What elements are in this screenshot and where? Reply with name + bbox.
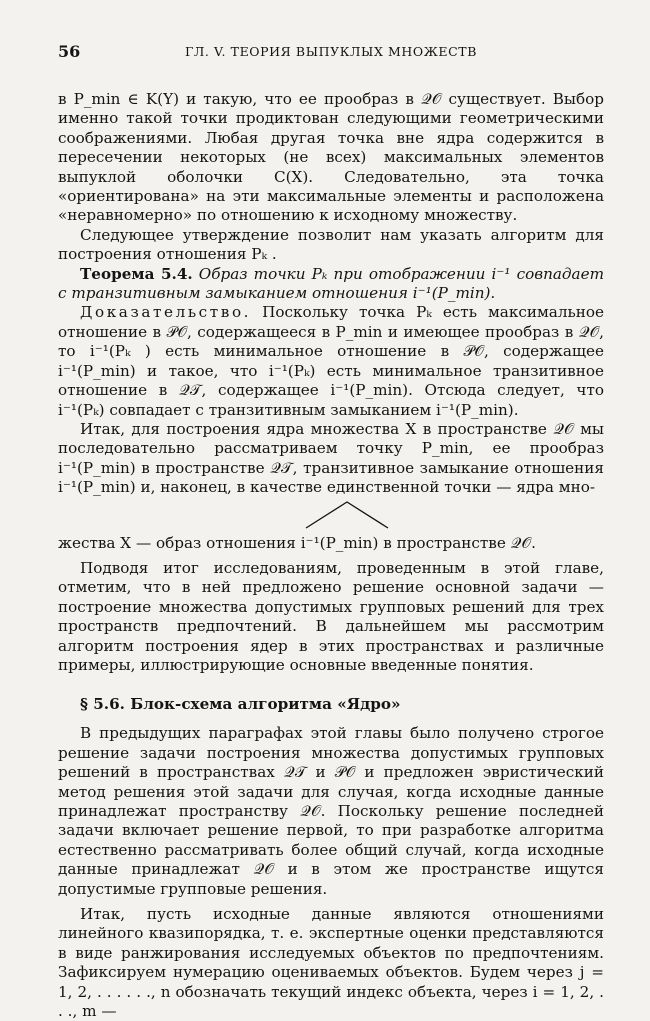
proof	[58, 303, 604, 419]
closure-hat-mark	[58, 498, 604, 534]
paragraph-kernel-construction-end: жества X — образ отношения i⁻¹(P_min) в пространстве 𝒬𝒪.	[58, 533, 536, 552]
proof-label: Доказательство.	[80, 303, 252, 322]
theorem	[58, 265, 604, 304]
page-body	[58, 90, 604, 1021]
proof-text: Поскольку точка Pₖ есть максимальное отношение в 𝒫𝒪, содержащееся в P_min и имеющее прообраз в 𝒬𝒪, то i⁻¹(Pₖ ) есть минимальное отношение в 𝒫𝒪, содержащее i⁻¹(P_min) и такое, что i⁻¹(Pₖ) есть минимальное транзитивное отношение в 𝒬𝒯, содержащее i⁻¹(P_min). Отсюда следует, что i⁻¹(Pₖ) совпадает с транзитивным замыканием i⁻¹(P_min).	[58, 303, 604, 419]
paragraph-summary: Подводя итог исследованиям, проведенным в этой главе, отметим, что в ней предложено решение основной задачи — построение множества допустимых групповых решений для трех пространств предпочтений. В дальнейшем мы рассмотрим алгоритм построения ядер в этих пространствах и различные примеры, иллюстрирующие основные введенные понятия.	[58, 558, 604, 674]
paragraph-kernel-construction: Итак, для построения ядра множества X в пространстве 𝒬𝒪 мы последовательно рассматриваем точку P_min, ее прообраз i⁻¹(P_min) в пространстве 𝒬𝒯, транзитивное замыкание отношения i⁻¹(P_min) и, наконец, в качестве единственной точки — ядра мно-	[58, 419, 604, 497]
running-header	[58, 42, 604, 64]
closure-hat-icon	[302, 498, 392, 532]
section-heading: § 5.6. Блок-схема алгоритма «Ядро»	[80, 695, 401, 714]
paragraph-previous-results: В предыдущих параграфах этой главы было получено строгое решение задачи построения множества допустимых групповых решений в пространствах 𝒬𝒯 и 𝒫𝒪 и предложен эвристический метод решения этой задачи для случая, когда исходные данные принадлежат пространству 𝒬𝒪. Поскольку решение последней задачи включает решение первой, то при разработке алгоритма естественно рассматривать более общий случай, когда исходные данные принадлежат 𝒬𝒪 и в этом же пространстве ищутся допустимые групповые решения.	[58, 724, 604, 898]
paragraph-input-data: Итак, пусть исходные данные являются отношениями линейного квазипорядка, т. е. экспертные оценки представляются в виде ранжирования исследуемых объектов по предпочтениям. Зафиксируем нумерацию оцениваемых объектов. Будем через j = 1, 2, . . . . . ., n обозначать текущий индекс объекта, через i = 1, 2, . . ., m —	[58, 905, 604, 1021]
paragraph-continuation: в P_min ∈ K(Y) и такую, что ее прообраз в 𝒬𝒪 существует. Выбор именно такой точки продиктован следующими геометрическими соображениями. Любая другая точка вне ядра содержится в пересечении некоторых (не всех) максимальных элементов выпуклой оболочки C(X). Следовательно, эта точка «ориентирована» на эти максимальные элементы и расположена «неравномерно» по отношению к исходному множеству.	[58, 90, 604, 225]
theorem-text: Образ точки Pₖ при отображении i⁻¹ совпадает с транзитивным замыканием отношения i⁻¹(P_min).	[58, 264, 604, 303]
paragraph-statement-intro: Следующее утверждение позволит нам указать алгоритм для построения отношения Pₖ .	[58, 225, 604, 264]
page-number: 56	[58, 42, 81, 61]
chapter-title: ГЛ. V. ТЕОРИЯ ВЫПУКЛЫХ МНОЖЕСТВ	[184, 44, 478, 59]
theorem-label: Теорема 5.4.	[80, 264, 193, 283]
